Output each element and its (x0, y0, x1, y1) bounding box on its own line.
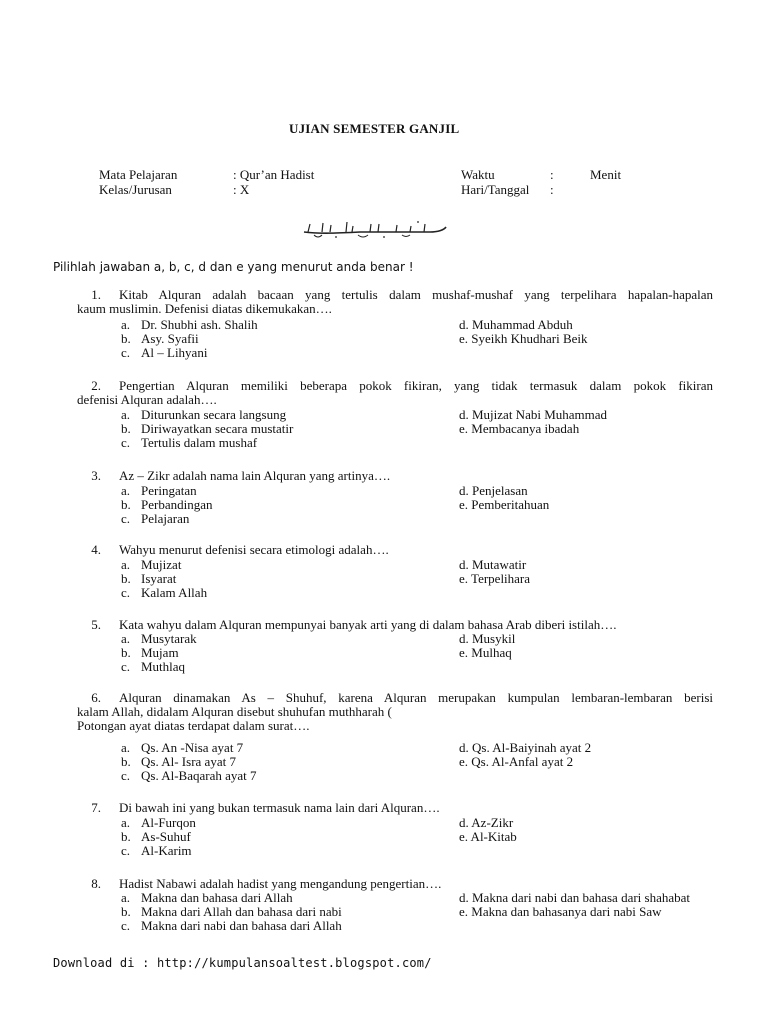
question-4 (77, 543, 713, 557)
option-text: Tertulis dalam mushaf (141, 435, 258, 450)
question-2 (77, 379, 713, 407)
option-letter: c. (121, 345, 131, 360)
question-1 (77, 288, 713, 316)
question-text: Alquran dinamakan As – Shuhuf, karena Alquran merupakan kumpulan lembaran-lembaran berisi (119, 690, 713, 705)
option-e[interactable]: e. Al-Kitab (459, 829, 517, 844)
question-text: Az – Zikr adalah nama lain Alquran yang artinya…. (119, 468, 391, 483)
hari-colon: : (550, 182, 554, 197)
question-text: Hadist Nabawi adalah hadist yang mengandung pengertian…. (119, 876, 442, 891)
question-text-continued: defenisi Alquran adalah…. (77, 392, 217, 407)
option-text: Muthlaq (141, 659, 186, 674)
question-text-continued: kalam Allah, didalam Alquran disebut shuhufan muthharah ( (77, 704, 392, 719)
option-text: Al-Furqon (141, 815, 196, 830)
question-number: 2. (91, 378, 101, 393)
option-letter: a. (121, 631, 131, 646)
option-text: As-Suhuf (141, 829, 191, 844)
question-8 (77, 877, 713, 891)
question-number: 1. (91, 287, 101, 302)
option-text: Musytarak (141, 631, 197, 646)
option-letter: c. (121, 768, 131, 783)
option-d[interactable]: d. Qs. Al-Baiyinah ayat 2 (459, 740, 592, 755)
option-text: Qs. Al- Isra ayat 7 (141, 754, 236, 769)
option-letter: b. (121, 331, 131, 346)
option-text: Makna dari Allah dan bahasa dari nabi (141, 904, 342, 919)
option-d[interactable]: d. Az-Zikr (459, 815, 514, 830)
option-letter: c. (121, 659, 131, 674)
option-text: Mujam (141, 645, 179, 660)
option-letter: b. (121, 754, 131, 769)
question-number: 5. (91, 617, 101, 632)
option-text: Asy. Syafii (141, 331, 199, 346)
kelas-label: Kelas/Jurusan (99, 182, 172, 197)
option-text: Perbandingan (141, 497, 213, 512)
option-e[interactable]: e. Makna dan bahasanya dari nabi Saw (459, 904, 662, 919)
option-d[interactable]: d. Muhammad Abduh (459, 317, 573, 332)
option-letter: c. (121, 585, 131, 600)
download-footer: Download di : http://kumpulansoaltest.blogspot.com/ (53, 956, 432, 970)
option-d[interactable]: d. Musykil (459, 631, 516, 646)
question-text-continued: kaum muslimin. Defenisi diatas dikemukakan…. (77, 301, 332, 316)
question-text: Wahyu menurut defenisi secara etimologi adalah…. (119, 542, 389, 557)
option-text: Makna dan bahasa dari Allah (141, 890, 293, 905)
option-letter: a. (121, 815, 131, 830)
option-letter: a. (121, 740, 131, 755)
waktu-label: Waktu (461, 167, 495, 182)
waktu-colon: : (550, 167, 554, 182)
option-letter: c. (121, 511, 131, 526)
option-text: Mujizat (141, 557, 182, 572)
option-text: Diriwayatkan secara mustatir (141, 421, 294, 436)
option-letter: a. (121, 407, 131, 422)
basmala-calligraphy (300, 218, 450, 240)
question-number: 8. (91, 876, 101, 891)
option-text: Al – Lihyani (141, 345, 208, 360)
mapel-value: : Qur’an Hadist (233, 167, 315, 182)
option-text: Peringatan (141, 483, 197, 498)
question-number: 4. (91, 542, 101, 557)
option-e[interactable]: e. Syeikh Khudhari Beik (459, 331, 588, 346)
option-letter: b. (121, 645, 131, 660)
question-6 (77, 691, 713, 733)
option-e[interactable]: e. Membacanya ibadah (459, 421, 580, 436)
option-d[interactable]: d. Makna dari nabi dan bahasa dari shahabat (459, 890, 691, 905)
option-e[interactable]: e. Mulhaq (459, 645, 512, 660)
question-number: 7. (91, 800, 101, 815)
option-text: Makna dari nabi dan bahasa dari Allah (141, 918, 342, 933)
option-letter: c. (121, 435, 131, 450)
option-letter: a. (121, 557, 131, 572)
option-letter: c. (121, 918, 131, 933)
option-letter: a. (121, 483, 131, 498)
hari-label: Hari/Tanggal (461, 182, 530, 197)
option-text: Qs. Al-Baqarah ayat 7 (141, 768, 257, 783)
option-letter: a. (121, 890, 131, 905)
mapel-label: Mata Pelajaran (99, 167, 178, 182)
option-text: Kalam Allah (141, 585, 208, 600)
option-d[interactable]: d. Mujizat Nabi Muhammad (459, 407, 608, 422)
option-letter: b. (121, 571, 131, 586)
option-text: Dr. Shubhi ash. Shalih (141, 317, 258, 332)
question-text: Kitab Alquran adalah bacaan yang tertulis dalam mushaf-mushaf yang terpelihara hapalan-hapalan (119, 287, 713, 302)
option-letter: a. (121, 317, 131, 332)
exam-title: UJIAN SEMESTER GANJIL (289, 121, 460, 136)
option-letter: c. (121, 843, 131, 858)
question-text: Kata wahyu dalam Alquran mempunyai banyak arti yang di dalam bahasa Arab diberi istilah…. (119, 617, 617, 632)
option-e[interactable]: e. Qs. Al-Anfal ayat 2 (459, 754, 574, 769)
instruction-text: Pilihlah jawaban a, b, c, d dan e yang menurut anda benar ! (53, 260, 414, 274)
question-text: Pengertian Alquran memiliki beberapa pokok fikiran, yang tidak termasuk dalam pokok fikiran (119, 378, 713, 393)
option-d[interactable]: d. Penjelasan (459, 483, 528, 498)
option-letter: b. (121, 904, 131, 919)
option-text: Isyarat (141, 571, 177, 586)
question-number: 6. (91, 690, 101, 705)
option-e[interactable]: e. Pemberitahuan (459, 497, 550, 512)
option-text: Pelajaran (141, 511, 190, 526)
option-d[interactable]: d. Mutawatir (459, 557, 527, 572)
option-letter: b. (121, 421, 131, 436)
question-3 (77, 469, 713, 483)
question-text-continued: Potongan ayat diatas terdapat dalam surat…. (77, 718, 310, 733)
question-7 (77, 801, 713, 815)
kelas-value: : X (233, 182, 250, 197)
question-5 (77, 618, 713, 632)
question-number: 3. (91, 468, 101, 483)
option-text: Diturunkan secara langsung (141, 407, 287, 422)
option-text: Qs. An -Nisa ayat 7 (141, 740, 244, 755)
option-e[interactable]: e. Terpelihara (459, 571, 531, 586)
waktu-value: Menit (590, 167, 622, 182)
option-text: Al-Karim (141, 843, 192, 858)
option-letter: b. (121, 829, 131, 844)
option-letter: b. (121, 497, 131, 512)
question-text: Di bawah ini yang bukan termasuk nama lain dari Alquran…. (119, 800, 440, 815)
